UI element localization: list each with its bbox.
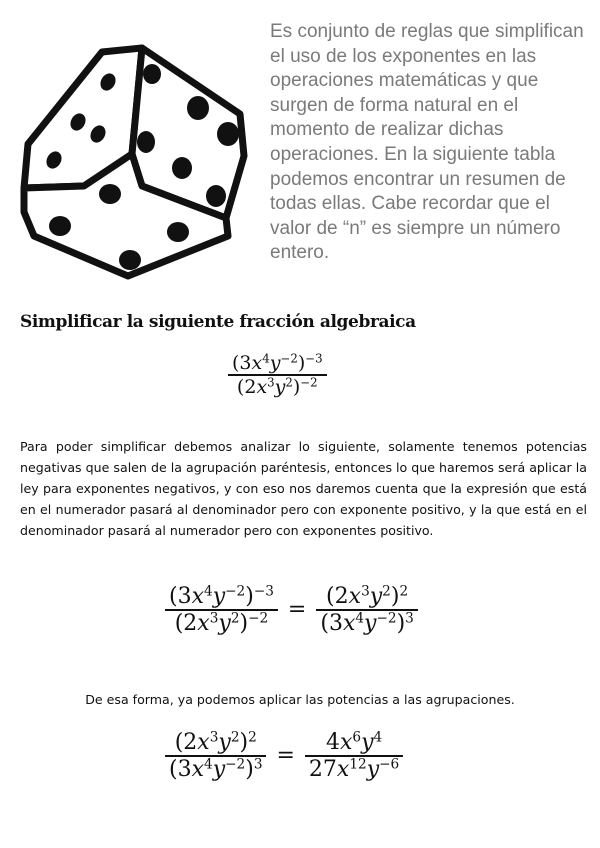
equation-powers-applied: $\frac{(2x^3y^2)^2}{(3x^4y^{-2})^3}$ = $\frac{4x^6y^4}{27x^{12}y^{-6}}$ — [165, 730, 403, 782]
dice-illustration — [14, 36, 262, 286]
pip — [206, 185, 226, 207]
pip — [119, 250, 141, 270]
pip — [99, 184, 121, 204]
pip — [217, 122, 239, 146]
equation-negative-exponents: $\frac{(3x^4y^{-2})^{-3}}{(2x^3y^2)^{-2}}$ = $\frac{(2x^3y^2)^2}{(3x^4y^{-2})^3}$ — [165, 584, 418, 636]
explanation-paragraph: Para poder simplificar debemos analizar lo siguiente, solamente tenemos potencias negativas que salen de la agrupación paréntesis, entonces lo que haremos será aplicar la ley para exponentes negativos, y con eso nos daremos cuenta que la expresión que está en el numerador pasará al denominador pero con exponente positivo, y la que está en el denominador pasará al numerador pero con exponentes positivo. — [20, 439, 587, 538]
intro-paragraph: Es conjunto de reglas que simplifican el uso de los exponentes en las operaciones matemáticas y que surgen de forma natural en el momento de realizar dichas operaciones. En la siguiente tabla podemos encontrar un resumen de todas ellas. Cabe recordar que el valor de “n” es siempre un número entero. — [270, 21, 584, 264]
pip — [167, 222, 189, 242]
section-heading: Simplificar la siguiente fracción algebraica — [20, 312, 416, 332]
pip — [137, 131, 155, 153]
transition-sentence: De esa forma, ya podemos aplicar las potencias a las agrupaciones. — [85, 692, 515, 707]
pip — [143, 64, 161, 84]
pip — [172, 157, 192, 179]
pip — [49, 216, 71, 236]
pip — [187, 96, 209, 120]
equation-original-fraction: $\frac{(3x^4y^{-2})^{-3}}{(2x^3y^2)^{-2}}$ — [228, 352, 327, 398]
